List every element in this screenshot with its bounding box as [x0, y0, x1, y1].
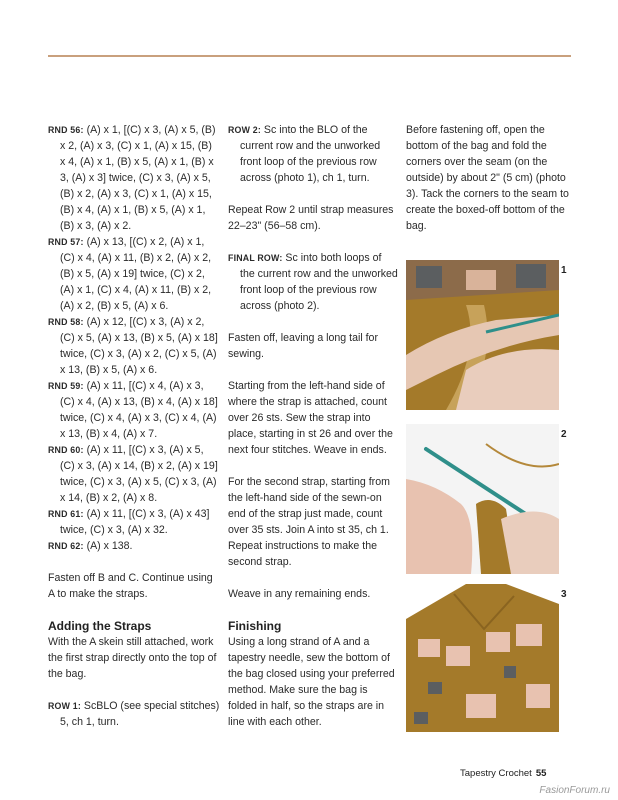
round-label: RND 61:: [48, 509, 84, 519]
finishing-paragraph: Using a long strand of A and a tapestry needle, sew the bottom of the bag closed using your preferred method. Make sure the bag is folded in half, so the straps are in line with each other.: [228, 636, 395, 728]
round-57: [48, 234, 220, 314]
photo-2: [406, 424, 559, 574]
book-title: Tapestry Crochet: [460, 768, 532, 779]
round-61: [48, 506, 220, 538]
round-60: [48, 442, 220, 506]
round-label: RND 58:: [48, 317, 84, 327]
photo-3-image: [406, 584, 559, 732]
starting-paragraph: Starting from the left-hand side of where the strap is attached, count over 26 sts. Sew the strap into place, starting in st 26 and over the next four stitches. Weave in ends.: [228, 380, 393, 456]
round-text: (A) x 11, [(C) x 3, (A) x 43] twice, (C) x 3, (A) x 32.: [60, 508, 210, 536]
column-2: [228, 122, 398, 730]
repeat-paragraph: Repeat Row 2 until strap measures 22–23" (56–58 cm).: [228, 204, 394, 232]
photo-1-number: 1: [561, 265, 567, 276]
row-label: ROW 2:: [228, 125, 261, 135]
photo-3: [406, 584, 559, 732]
fasten-off-tail-paragraph: Fasten off, leaving a long tail for sewing.: [228, 332, 378, 360]
page-number: 55: [535, 768, 547, 779]
rounds-list: [48, 122, 220, 554]
page-footer: [460, 766, 546, 782]
photo-1: [406, 260, 559, 410]
round-label: RND 56:: [48, 125, 84, 135]
round-56: [48, 122, 220, 234]
row-2-instruction: [228, 122, 398, 186]
photo-1-image: [406, 260, 559, 410]
row-text: ScBLO (see special stitches) 5, ch 1, turn.: [60, 700, 220, 728]
round-59: [48, 378, 220, 442]
round-label: RND 60:: [48, 445, 84, 455]
column-3: [406, 122, 574, 234]
round-text: (A) x 11, [(C) x 4, (A) x 3, (C) x 4, (A) x 13, (B) x 4, (A) x 18] twice, (C) x 4, (A) x 3, (C) x 4, (A) x 13, (B) x 4, (A) x 7.: [60, 380, 218, 440]
round-text: (A) x 12, [(C) x 3, (A) x 2, (C) x 5, (A) x 13, (B) x 5, (A) x 18] twice, (C) x 3, (A) x 2, (C) x 5, (A) x 13, (B) x 5, (A) x 6.: [60, 316, 218, 376]
round-label: RND 62:: [48, 541, 84, 551]
fasten-off-paragraph: Fasten off B and C. Continue using A to make the straps.: [48, 572, 213, 600]
straps-paragraph: With the A skein still attached, work the first strap directly onto the top of the bag.: [48, 636, 217, 680]
row-1-instruction: [48, 698, 220, 730]
row-label: ROW 1:: [48, 701, 81, 711]
round-text: (A) x 13, [(C) x 2, (A) x 1, (C) x 4, (A) x 11, (B) x 2, (A) x 2, (B) x 5, (A) x 19] twice, (C) x 2, (A) x 1, (C) x 4, (A) x 11, (B) x 2, (A) x 2, (B) x 5, (A) x 6.: [60, 236, 212, 312]
row-text: Sc into the BLO of the current row and the unworked front loop of the previous row across (photo 1), ch 1, turn.: [240, 124, 381, 184]
round-62: [48, 538, 220, 554]
round-label: RND 57:: [48, 237, 84, 247]
header-rule: [48, 55, 571, 57]
photo-2-number: 2: [561, 429, 567, 440]
row-text: Sc into both loops of the current row and the unworked front loop of the previous row across (photo 2).: [240, 252, 398, 312]
round-58: [48, 314, 220, 378]
round-text: (A) x 138.: [86, 540, 133, 552]
final-row-instruction: [228, 250, 398, 314]
boxed-bottom-paragraph: Before fastening off, open the bottom of the bag and fold the corners over the seam (on the outside) by about 2" (5 cm) (photo 3). Tack the corners to the seam to create the boxed-off bottom of the bag.: [406, 124, 569, 232]
watermark: FasionForum.ru: [539, 785, 610, 796]
photo-2-image: [406, 424, 559, 574]
adding-straps-heading: Adding the Straps: [48, 619, 152, 633]
second-strap-paragraph: For the second strap, starting from the left-hand side of the sewn-on end of the strap just made, count over 35 sts. Join A into st 35, ch 1. Repeat instructions to make the second strap.: [228, 476, 390, 568]
row-label: FINAL ROW:: [228, 253, 283, 263]
round-text: (A) x 11, [(C) x 3, (A) x 5, (C) x 3, (A) x 14, (B) x 2, (A) x 19] twice, (C) x 3, (A) x 5, (C) x 3, (A) x 14, (B) x 2, (A) x 8.: [60, 444, 218, 504]
photo-3-number: 3: [561, 589, 567, 600]
finishing-heading: Finishing: [228, 619, 282, 633]
column-1: [48, 122, 220, 730]
weave-ends-paragraph: Weave in any remaining ends.: [228, 588, 371, 600]
round-label: RND 59:: [48, 381, 84, 391]
round-text: (A) x 1, [(C) x 3, (A) x 5, (B) x 2, (A) x 3, (C) x 1, (A) x 15, (B) x 4, (A) x 1, (B) x 5, (A) x 1, (B) x 3, (A) x 3] twice, (C) x 3, (A) x 5, (B) x 2, (A) x 3, (C) x 1, (A) x 15, (B) x 4, (A) x 1, (B) x 5, (A) x 1, (B) x 3, (A) x 2.: [60, 124, 216, 232]
